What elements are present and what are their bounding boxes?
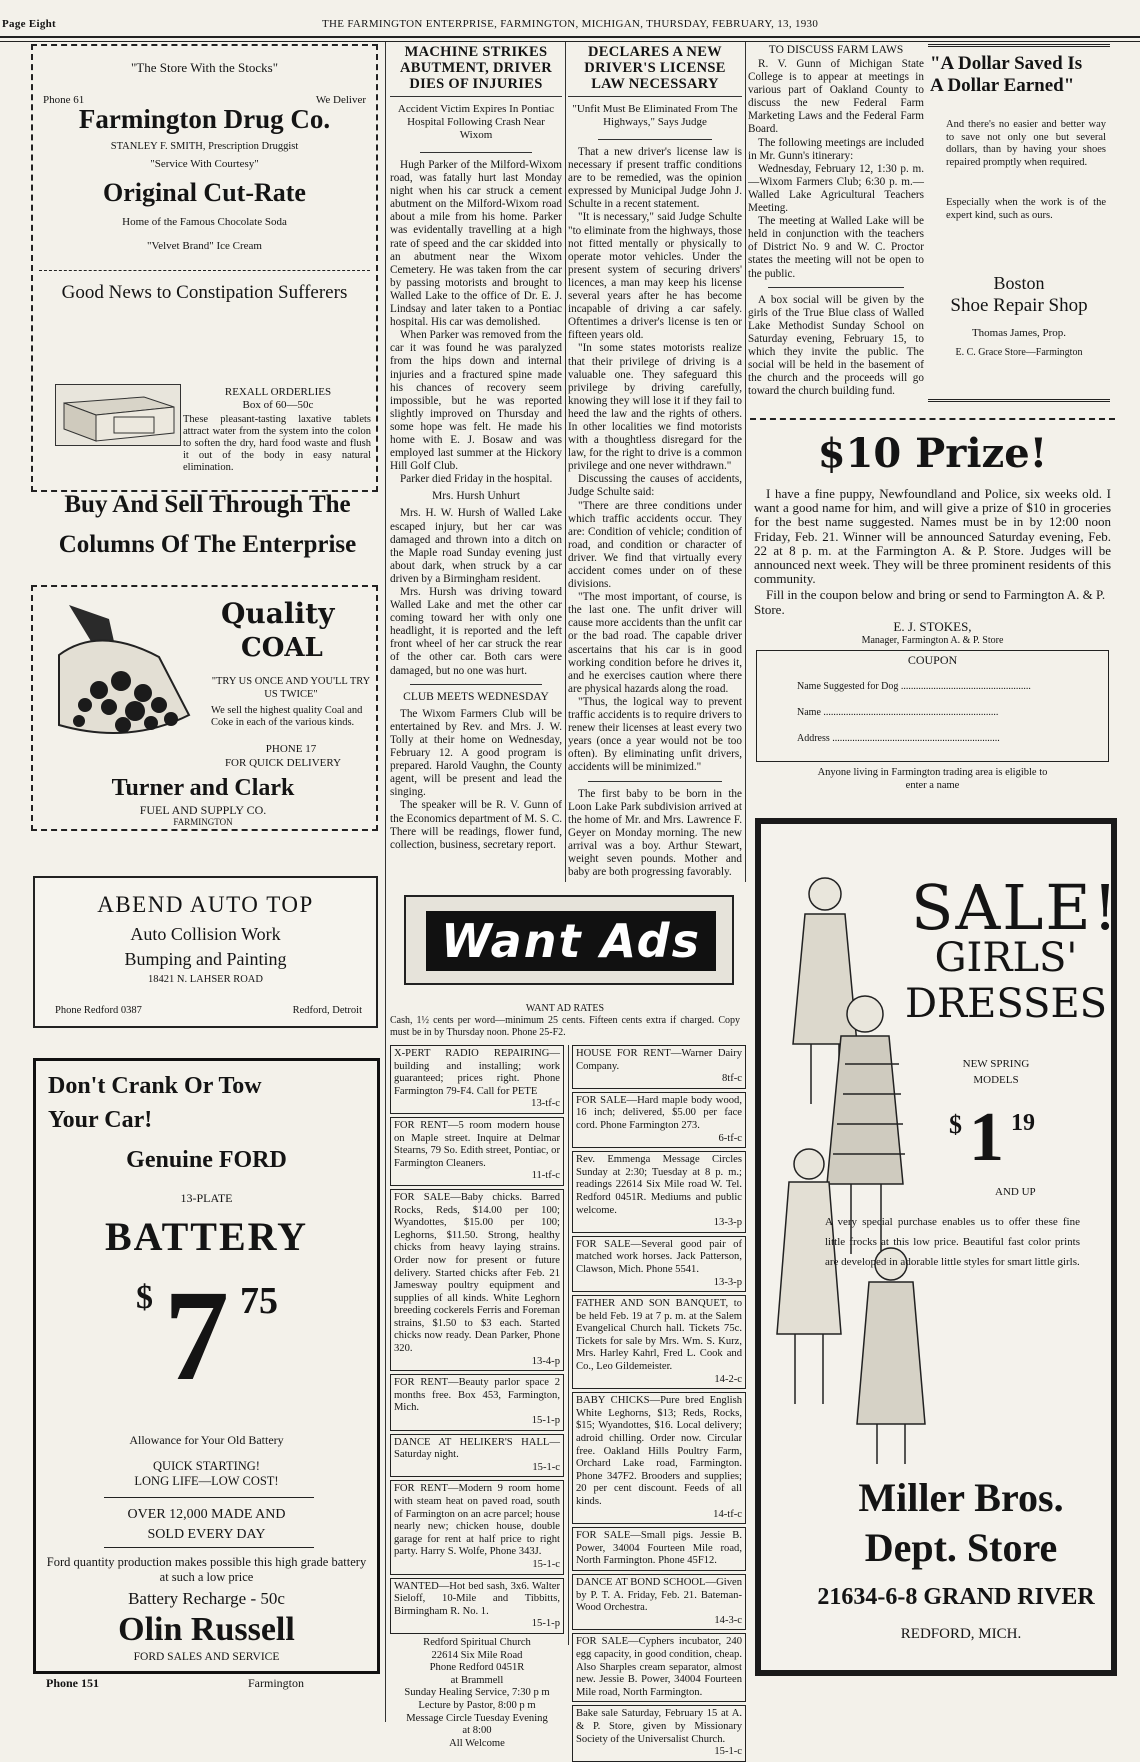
want-ad: WANTED—Hot bed sash, 3x6. Walter Sieloff, 10-Mile and Tibbitts, Birmingham R. No. 1. 15-1-p (390, 1578, 564, 1634)
column-divider (568, 1045, 569, 1645)
miller-bros-ad (755, 818, 1120, 1676)
boston-para1: And there's no easier and better way to save not only one but several dollars, than by having your shoes repaired promptly when required. (946, 119, 1106, 168)
battery-price (136, 1264, 296, 1421)
license-para: Discussing the causes of accidents, Judge Schulte said: (568, 473, 742, 499)
license-para: That a new driver's license law is necessary if present traffic conditions are to be remedied, was the opinion expressed by Municipal Judge John J. Schulte in a recent statement. (568, 146, 742, 211)
miller-price-cents: 19 (1011, 1110, 1035, 1136)
want-ad: FOR SALE—Cyphers incubator, 240 egg capacity, in good condition, cheap. Also Sharples cream separator, almost new. Jessie B. Power, 34004 Fourteen Mile road, North Farmington. (572, 1633, 746, 1702)
abend-phone: Phone Redford 0387 (55, 1005, 142, 1016)
coal-delivery: FOR QUICK DELIVERY (224, 757, 342, 769)
boston-head-l2: A (930, 75, 943, 96)
rexall-box-image (55, 384, 181, 446)
coupon-field-dog[interactable]: Name Suggested for Dog .................................................... (797, 680, 1031, 692)
license-headline: DECLARES A NEW DRIVER'S LICENSE LAW NECESSARY (584, 44, 726, 92)
drug-service: "Service With Courtesy" (150, 158, 259, 170)
coal-quality: Quality (221, 597, 335, 630)
machine-article (390, 44, 562, 884)
want-ad: FOR SALE—Small pigs. Jessie B. Power, 34004 Fourteen Mile road, North Farmington. Phone 45F12. (572, 1527, 746, 1571)
want-ad-rates-head: WANT AD RATES (525, 1003, 605, 1014)
column-divider (385, 42, 386, 1722)
want-ad: FOR SALE—Baby chicks. Barred Rocks, Reds, $14.00 per 100; Wyandottes, $15.00 per 100; Leghorns, $11.50. Strong, healthy chicks from heavy laying strains. Order now for present or future delivery. Started chicks after Feb. 21 Jamesway poultry equipment and supplies of all kinds. White Leghorn breeding cockerels Ferris and Foreman strains, $1.50 to $3 each. Started chicks now ready. Dean Parker, Phone 320. 13-4-p (390, 1189, 564, 1371)
battery-ad (33, 1058, 380, 1674)
girls-dresses-illustration (765, 864, 933, 1474)
battery-price-dollar: $ (136, 1279, 153, 1316)
license-para: "There are three conditions under which traffic accidents occur. They are: Condition of vehicle; condition of road, and condition or character of driver. We find that virtually every accident comes under on of these divisions. (568, 499, 742, 591)
coal-shovel-image (39, 595, 209, 745)
boston-prop: Thomas James, Prop. (971, 327, 1067, 339)
drug-phone: Phone 61 (43, 94, 85, 106)
farm-article (748, 44, 924, 398)
want-ads-title: Want Ads (426, 911, 716, 971)
farm-para: Wednesday, February 12, 1:30 p. m.—Wixom Farmers Club; 6:30 p. m.—Walled Lake Agricultural Teachers Meeting. (748, 162, 924, 215)
miller-price (949, 1099, 1069, 1182)
coal-dealer-name: Turner and Clark (111, 775, 295, 801)
want-ad: FOR SALE—Hard maple body wood, 16 inch; delivered, $5.00 per face cord. Phone Farmington 273. 6-tf-c (572, 1092, 746, 1148)
rexall-desc: These pleasant-tasting laxative tablets attract water from the system into the colon to soften the dry, hard food waste and flush it out of the body in easy natural elimination. (183, 414, 371, 473)
club-para: The speaker will be R. V. Gunn of the Economics department of M. S. C. There will be readings, flower fund, collection, business, secretary report. (390, 799, 562, 851)
battery-plate: 13-PLATE (180, 1191, 233, 1205)
want-ads-left (390, 1045, 564, 1749)
license-para: "In some states motorists realize that their privilege of driving is a valuable one. They safeguard this privilege by driving carefully, knowing they will lose it if they fail to heed the law and the rights of others. In other localities we find motorists with a thoughtless disregard for the law, for the right to drive is a common privilege and one never withdrawn." (568, 342, 742, 473)
drug-owner: STANLEY F. SMITH, Prescription Druggist (110, 141, 299, 152)
abend-auto-top-ad (33, 876, 378, 1028)
want-ad: FATHER AND SON BANQUET, to be held Feb. 19 at 7 p. m. at the Salem Evangelical Church hall. Tickets 75c. Tickets for sale by Mrs. Wm. S. Kurz, Mrs. Harley Kahrl, Fred L. Cook and Co., Leo Gildemeister. 14-2-c (572, 1295, 746, 1389)
rexall-box: Box of 60—50c (242, 399, 314, 411)
farm-para: R. V. Gunn of Michigan State College is to appear at meetings in various part of Oakland County to discuss the new Federal Farm Marketing Laws and the Federal Farm Board. (748, 58, 924, 136)
masthead (0, 14, 1140, 38)
miller-dresses: DRESSES (904, 981, 1108, 1027)
farm-para: The meeting at Walled Lake will be held in conjunction with the teachers of District No. 9 and W. C. Proctor states the meeting will not be open to the public. (748, 215, 924, 280)
abend-line2: Bumping and Painting (124, 949, 287, 969)
abend-city: Redford, Detroit (292, 1005, 362, 1016)
boston-para2: Especially when the work is of the expert kind, such as ours. (946, 197, 1106, 221)
drug-ice-cream: "Velvet Brand" Ice Cream (147, 240, 262, 252)
farm-headline: TO DISCUSS FARM LAWS (768, 44, 904, 56)
prize-note: Anyone living in Farmington trading area is eligible to enter a name (817, 766, 1048, 791)
battery-sold: SOLD EVERY DAY (147, 1527, 266, 1542)
machine-deck: Accident Victim Expires In Pontiac Hospital Following Crash Near Wixom (397, 103, 555, 141)
battery-life: LONG LIFE—LOW COST! (134, 1474, 279, 1488)
miller-sale: SALE! (911, 871, 1120, 944)
club-headline: CLUB MEETS WEDNESDAY (403, 690, 549, 703)
club-para: The Wixom Farmers Club will be entertained by Rev. and Mrs. J. W. Tolly at their home on Wednesday, February 12. A good program is prepared. Harold Vaughn, the County agent, will be present and lead the singing. (390, 707, 562, 799)
battery-word: BATTERY (104, 1214, 308, 1259)
page-number: Page Eight (2, 18, 57, 30)
battery-price-cents: 75 (240, 1280, 278, 1322)
drug-tagline: "The Store With the Stocks" (130, 60, 279, 75)
machine-headline: MACHINE STRIKES ABUTMENT, DRIVER DIES OF INJURIES (400, 44, 552, 92)
coupon-title: COUPON (907, 652, 958, 667)
battery-quick: QUICK STARTING! (153, 1459, 260, 1473)
miller-name2: Dept. Store (864, 1525, 1058, 1570)
farm-para: The following meetings are included in Mr. Gunn's itinerary: (748, 136, 924, 162)
boston-shoe-ad (928, 44, 1110, 402)
constipation-head: Good News to Constipation Sufferers (61, 282, 348, 303)
column-divider (745, 42, 746, 882)
hursh-para: Mrs. Hursh was driving toward Walled Lake and met the other car coming toward her with only one headlight, it is reported and the left front wheel of her car struck the rear of the other car. Both cars were damaged, but no one was hurt. (390, 586, 562, 677)
battery-town: Farmington (248, 1676, 304, 1690)
want-ad-rates: Cash, 1½ cents per word—minimum 25 cents. Fifteen cents extra if charged. Copy must be in by Thursday noon. Phone 25-F2. (390, 1015, 740, 1038)
abend-line1: Auto Collision Work (130, 924, 281, 944)
battery-dealer: Olin Russell (118, 1611, 295, 1648)
license-para: "Thus, the logical way to prevent traffic accidents is to require drivers to renew their licenses at least every two years (once a year would not be too often). By eliminating unfit drivers, accidents will be minimized." (568, 695, 742, 774)
boston-name2: Shoe Repair Shop (950, 295, 1088, 316)
want-ad: Bake sale Saturday, February 15 at A. & P. Store, given by Missionary Society of the Universalist Church. 15-1-c (572, 1705, 746, 1761)
miller-price-main: 1 (969, 1099, 1004, 1176)
box-social-para: A box social will be given by the girls of the True Blue class of Walled Lake Methodist Sunday School on Saturday evening, February 15, to which they invite the public. The social will be held in the basement of the church and the proceeds will go toward the church building fund. (748, 293, 924, 398)
want-ad: DANCE AT BOND SCHOOL—Given by P. T. A. Friday, Feb. 21. Bateman-Wood Orchestra. 14-3-c (572, 1574, 746, 1630)
license-para: "The most important, of course, is the last one. The unfit driver will cause more accidents than the unfit car or the bad road. The capable driver ascertains that his car is in good working condition before he drives it, and he exercises caution where there are physical hazards along the road. (568, 591, 742, 695)
prize-ad (750, 418, 1115, 798)
miller-models: MODELS (973, 1074, 1019, 1086)
want-ad: X-PERT RADIO REPAIRING—building and installing; work guaranteed; prices right. Phone Farmington 79-F4. Call for PETE 13-tf-c (390, 1045, 564, 1114)
coupon-field-address[interactable]: Address ................................................................... (797, 732, 1000, 744)
coal-town: FARMINGTON (173, 817, 233, 827)
coal-company: FUEL AND SUPPLY CO. (139, 803, 267, 817)
masthead-rule (0, 36, 1140, 42)
miller-name1: Miller Bros. (858, 1475, 1064, 1520)
boston-head-r1: Saved Is (1014, 53, 1083, 74)
battery-genuine: Genuine FORD (126, 1147, 287, 1173)
prize-body: I have a fine puppy, Newfoundland and Police, six weeks old. I want a good name for him, and will give a prize of $10 in groceries for the best name suggested. Names must be in by 12:00 noon Friday, Feb. 21. Winner will be announced Saturday evening, Feb. 22 at 8 p. m. at the Farmington A. & P. Store. Judges will be announced next week. They will be three prominent residents of this community. (754, 486, 1111, 587)
hursh-para: Mrs. H. W. Hursh of Walled Lake escaped injury, but her car was damaged and thrown into a ditch on the Maple road Sunday evening just about dark, when struck by a car driven by a Birmingham resident. (390, 507, 562, 585)
boston-head-m2: Dollar (947, 75, 999, 96)
battery-crank: Don't Crank Or Tow Your Car! (48, 1073, 262, 1133)
want-ad: FOR SALE—Several good pair of matched work horses. Jack Patterson, Clawson, Mich. Phone 5541. 13-3-p (572, 1236, 746, 1292)
machine-para: When Parker was removed from the car it was found he was paralyzed from the hips down and internal injuries and a fractured spine made his chances of recovery seem impossible, but he was reported slightly improved on Thursday and some hope was felt. He made his home with E. J. Bosaw and was employed last summer at the Hickory Hill Golf Club. (390, 329, 562, 473)
coal-phone: PHONE 17 (265, 743, 317, 755)
miller-new: NEW SPRING (962, 1058, 1030, 1070)
boston-addr: E. C. Grace Store—Farmington (955, 347, 1083, 358)
want-ad: FOR RENT—Modern 9 room home with steam heat on paved road, south of Farmington on an acre parcel; house nearly new; chicken house, double garage for rent at half price to right party. Harry S. Wolfe, Phone 343J. 15-1-c (390, 1480, 564, 1574)
want-ads-banner (404, 895, 734, 985)
battery-made: OVER 12,000 MADE AND (127, 1507, 286, 1522)
battery-allowance: Allowance for Your Old Battery (129, 1433, 284, 1447)
hursh-subhead: Mrs. Hursh Unhurt (432, 490, 520, 503)
coal-ad (31, 585, 378, 831)
column-divider (565, 42, 566, 882)
drug-cut-rate: Original Cut-Rate (103, 178, 306, 207)
drug-co-ad (31, 44, 378, 492)
miller-girls: GIRLS' (934, 935, 1078, 981)
drug-deliver: We Deliver (315, 94, 366, 106)
want-ads-right (572, 1045, 746, 1758)
masthead-title: THE FARMINGTON ENTERPRISE, FARMINGTON, MICHIGAN, THURSDAY, FEBRUARY, 13, 1930 (322, 18, 819, 30)
coal-desc: We sell the highest quality Coal and Coke in each of the various kinds. (211, 705, 363, 728)
prize-fill: Fill in the coupon below and bring or send to Farmington A. & P. Store. (754, 587, 1106, 617)
license-deck: "Unfit Must Be Eliminated From The Highways," Says Judge (572, 103, 738, 128)
abend-name: ABEND AUTO TOP (97, 892, 314, 917)
miller-desc: A very special purchase enables us to offer these fine little frocks at this low price. Beautiful fast color prints are developed in adorable little styles for smart little girls. (825, 1216, 1080, 1268)
want-ad: BABY CHICKS—Pure bred English White Leghorns, $13; Reds, Rocks, $15; Wyandottes, $16. Local delivery; adroid chilling. Order now. Circular free. Oakland Hills Poultry Farm, Orchard Lake road, Farmington. Phone 347F2. Brooders and supplies; 20 per cent discount. Feeds of all kinds. 14-tf-c (572, 1392, 746, 1524)
drug-soda: Home of the Famous Chocolate Soda (122, 216, 287, 228)
want-ad: FOR RENT—5 room modern house on Maple street. Inquire at Delmar Stearns, 79 So. Edith street, Pontiac, or Farmington Cleaners. 11-tf-c (390, 1117, 564, 1186)
battery-ford-text: Ford quantity production makes possible this high grade battery at such a low price (46, 1555, 367, 1584)
want-ad: DANCE AT HELIKER'S HALL—Saturday night. 15-1-c (390, 1434, 564, 1478)
battery-recharge: Battery Recharge - 50c (128, 1589, 285, 1608)
battery-phone: Phone 151 (46, 1676, 100, 1690)
drug-co-name: Farmington Drug Co. (78, 104, 331, 134)
coupon-field-name[interactable]: Name ...................................................................... (797, 706, 999, 718)
want-ad: FOR RENT—Beauty parlor space 2 months free. Box 453, Farmington, Mich. 15-1-p (390, 1374, 564, 1430)
miller-and-up: AND UP (995, 1186, 1036, 1198)
battery-price-main: 7 (164, 1264, 229, 1408)
boston-head-l1: "A Dollar (930, 53, 1010, 74)
baby-para: The first baby to be born in the Loon Lake Park subdivision arrived at the home of Mr. and Mrs. Lawrence F. Geyer on Monday morning. The new arrival was a boy. Arthur Stewart, weight seven pounds. Mother and baby are both progressing favorably. (568, 787, 742, 879)
machine-para: Parker died Friday in the hospital. (400, 473, 553, 486)
miller-city: REDFORD, MICH. (900, 1626, 1022, 1642)
prize-sig2: Manager, Farmington A. & P. Store (861, 634, 1004, 646)
boston-head-r2: Earned" (1003, 75, 1075, 96)
battery-sales: FORD SALES AND SERVICE (133, 1651, 280, 1663)
want-ad: HOUSE FOR RENT—Warner Dairy Company. 8tf-c (572, 1045, 746, 1089)
miller-price-dollar: $ (949, 1110, 962, 1139)
coupon-box (756, 650, 1109, 762)
coal-coal: COAL (241, 633, 323, 663)
prize-head: $10 Prize! (817, 430, 1048, 477)
license-para: "It is necessary," said Judge Schulte "to eliminate from the highways, those not fitted mentally or physically to operate motor vehicles. Under the present system of securing drivers' licences, a man may keep his license several years after he has become incapable of driving a car safely. Oftentimes a driver's license is ten or fifteen years old. (568, 211, 742, 342)
abend-address: 18421 N. LAHSER ROAD (148, 974, 263, 985)
miller-addr: 21634-6-8 GRAND RIVER (817, 1584, 1095, 1610)
rexall-product: REXALL ORDERLIES (224, 386, 332, 398)
machine-para: Hugh Parker of the Milford-Wixom road, was fatally hurt last Monday night when his car struck a cement abutment on the Milford-Wixom road about a mile from his home. Parker was evidentally travelling at a high rate of speed and the car skidded into an abutment near the Wixom Cemetery. He was taken from the car by passing motorists and brought to Walled Lake to the office of Dr. E. J. Lindsay and later taken to a Pontiac hospital. His car was demolished. (390, 159, 562, 329)
boston-name1: Boston (993, 273, 1045, 293)
license-article (568, 44, 742, 884)
want-ad: Rev. Emmenga Message Circles Sunday at 2:30; Tuesday at 8 p. m.; readings 22614 Six Mile road W. Tel. Redford 0451R. Mediums and public welcome. 13-3-p (572, 1151, 746, 1233)
church-notice: Redford Spiritual Church 22614 Six Mile Road Phone Redford 0451R at Brammell Sunday Healing Service, 7:30 p m Lecture by Pastor, 8:00 p m Message Circle Tuesday Evening at 8:00 All Welcome (404, 1636, 550, 1749)
buy-sell-banner: Buy And Sell Through The Columns Of The Enterprise (58, 491, 357, 558)
coal-try: "TRY US ONCE AND YOU'LL TRY US TWICE" (211, 676, 371, 700)
prize-sig: E. J. STOKES, (893, 618, 972, 634)
